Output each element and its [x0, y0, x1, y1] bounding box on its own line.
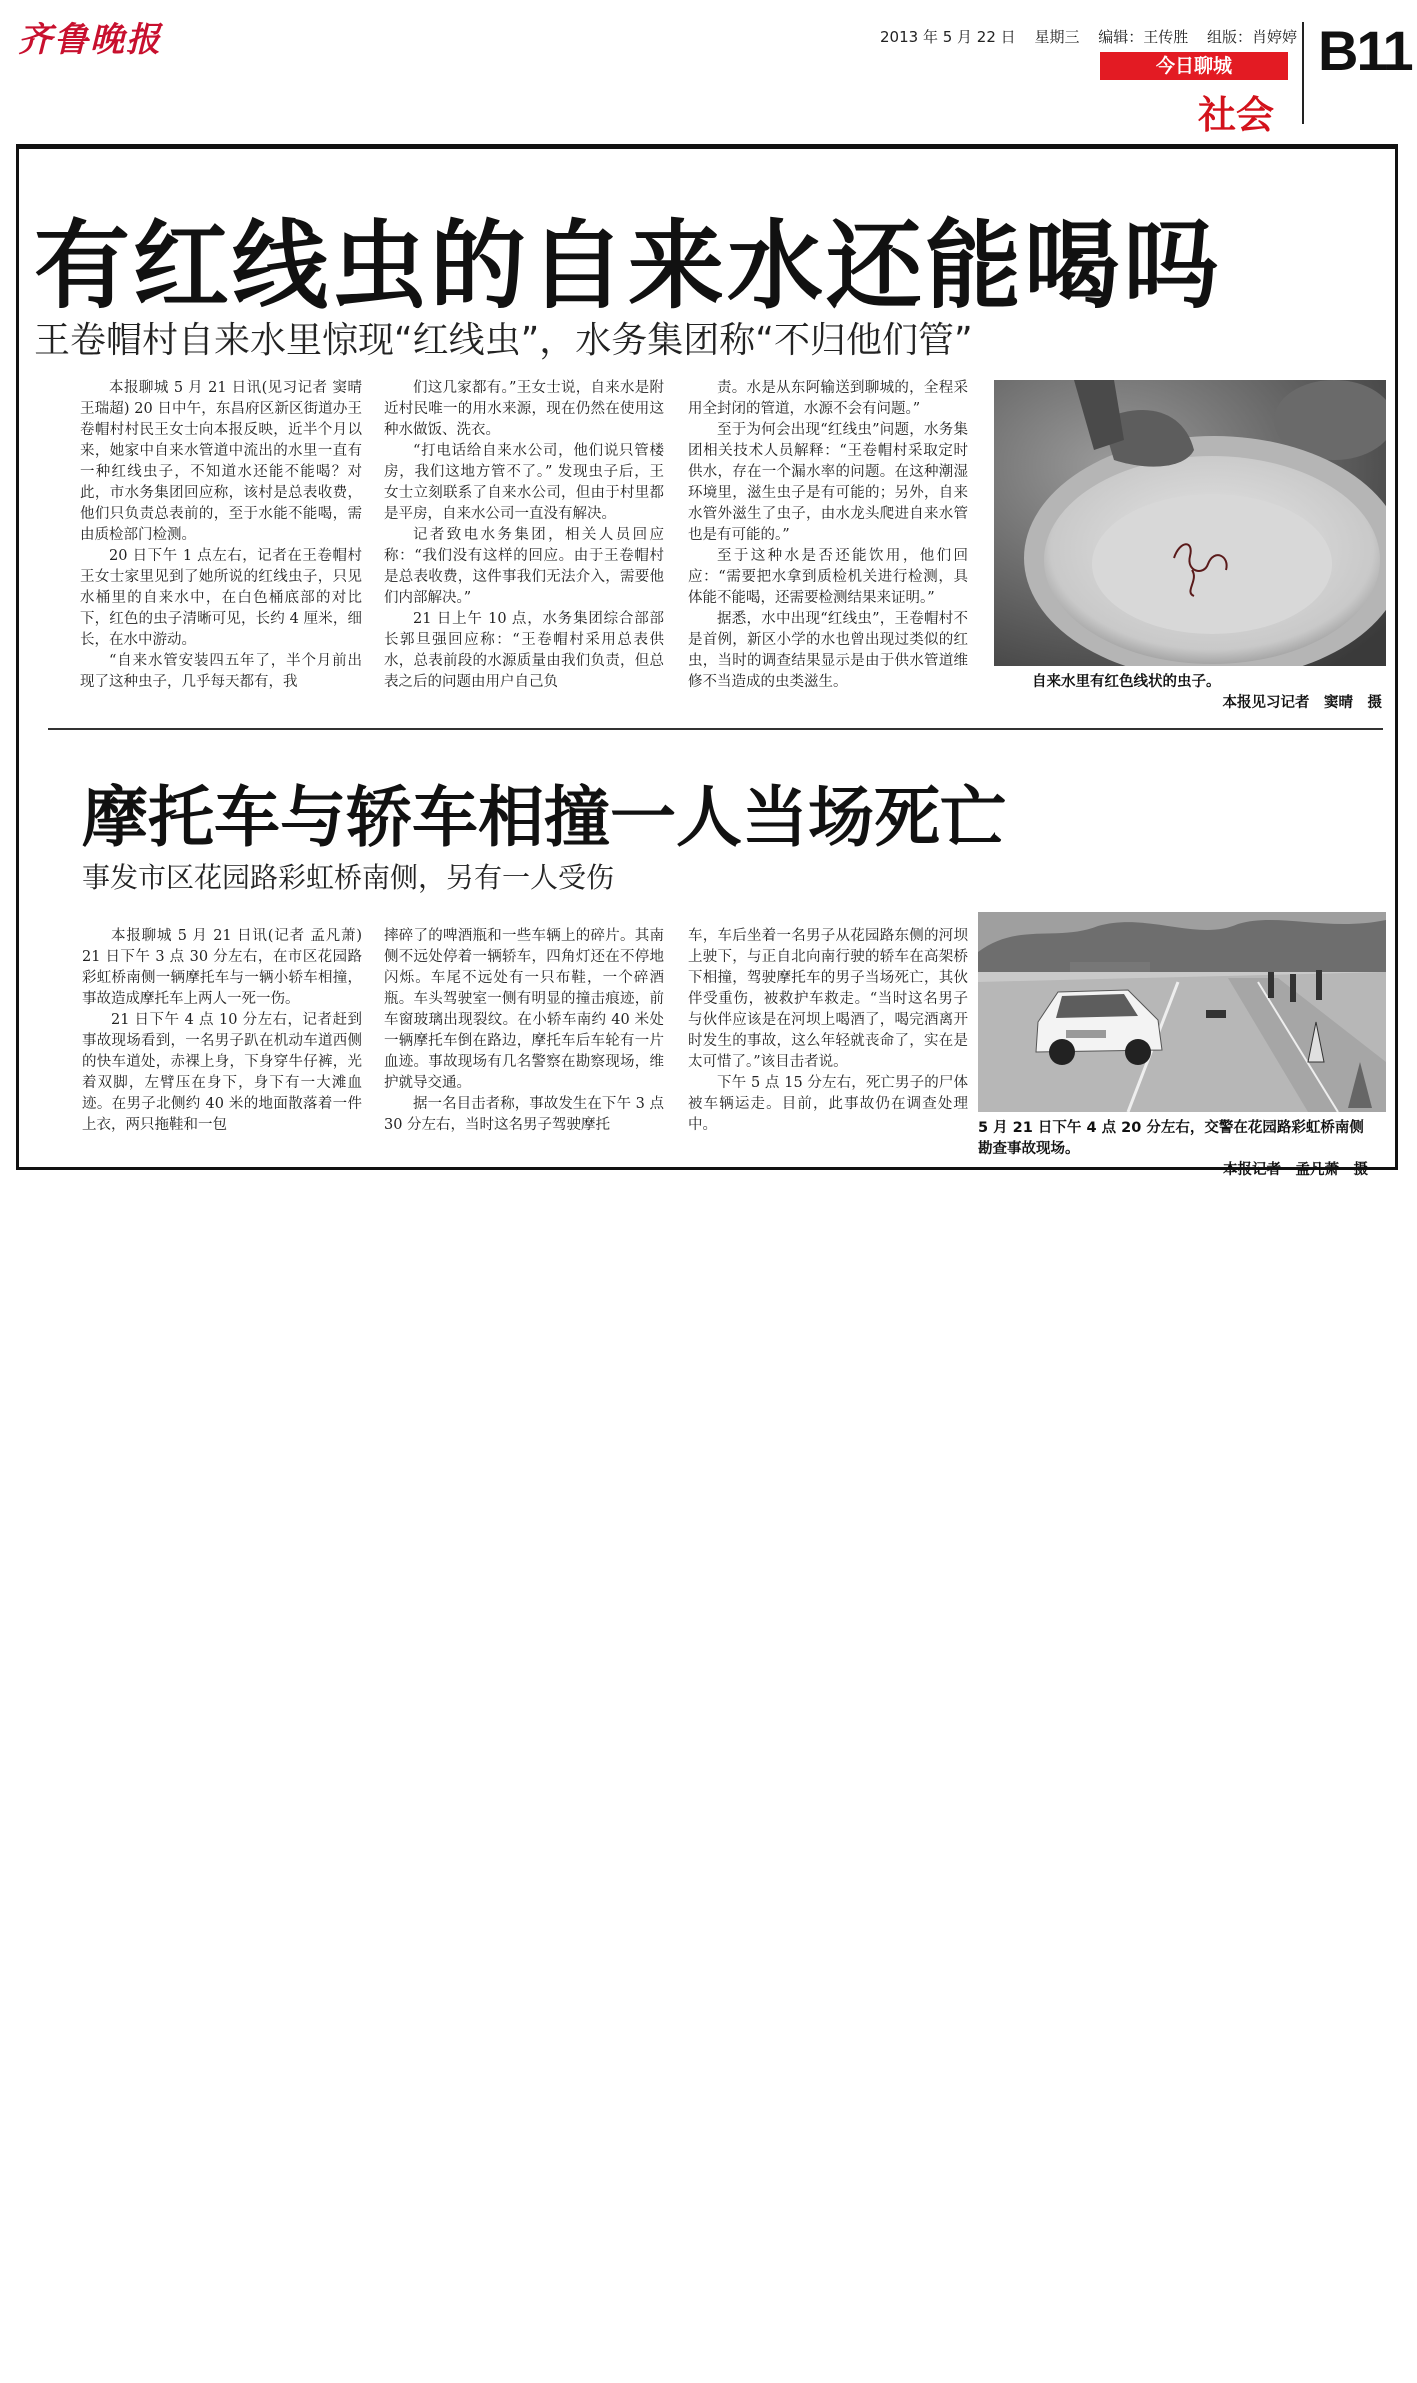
paragraph: “打电话给自来水公司，他们说只管楼房，我们这地方管不了。” 发现虫子后，王女士立刻联系了自来水公司，但由于村里都是平房，自来水公司一直没有解决。 — [384, 443, 664, 522]
paragraph: 至于为何会出现“红线虫”问题，水务集团相关技术人员解释：“王卷帽村采取定时供水，存在一个漏水率的问题。在这种潮湿环境里，滋生虫子是有可能的；另外，自来水管外滋生了虫子，由水龙头爬进自来水管也是有可能的。” — [688, 422, 968, 543]
caption-text: 自来水里有红色线状的虫子。 — [1032, 674, 1221, 690]
paragraph: 本报聊城 5 月 21 日讯(记者 孟凡萧) 21 日下午 3 点 30 分左右，在市区花园路彩虹桥南侧一辆摩托车与一辆小轿车相撞，事故造成摩托车上两人一死一伤。 — [82, 928, 362, 1007]
section-pill: 今日聊城 — [1100, 52, 1288, 80]
article1-column-3 — [688, 378, 968, 716]
photo-credit: 本报见习记者 窦晴 摄 — [1222, 695, 1382, 711]
paragraph: “自来水管安装四五年了，半个月前出现了这种虫子，几乎每天都有，我 — [80, 653, 362, 690]
accident-scene-photo-art — [978, 912, 1386, 1112]
caption-text: 5 月 21 日下午 4 点 20 分左右，交警在花园路彩虹桥南侧勘查事故现场。 — [978, 1120, 1364, 1157]
header-divider — [1302, 22, 1304, 124]
article-divider — [48, 728, 1383, 730]
layout-credit: 组版：肖婷婷 — [1207, 28, 1298, 46]
article2-subhead: 事发市区花园路彩虹桥南侧，另有一人受伤 — [82, 861, 615, 894]
section-name: 社会 — [1198, 93, 1275, 137]
editor-credit: 编辑：王传胜 — [1098, 28, 1189, 46]
paragraph: 本报聊城 5 月 21 日讯(见习记者 窦晴 王瑞超) 20 日中午，东昌府区新区街道办王卷帽村村民王女士向本报反映，近半个月以来，她家中自来水管道中流出的水里一直有一种红线虫子，不知道水还能不能喝？对此，市水务集团回应称，该村是总表收费，他们只负责总表前的，至于水能不能喝，需由质检部门检测。 — [80, 380, 362, 543]
article1-headline: 有红线虫的自来水还能喝吗 — [34, 210, 1222, 322]
page-number: B11 — [1318, 19, 1412, 82]
article2-column-2 — [384, 926, 664, 1158]
article1-column-1 — [80, 378, 362, 716]
paragraph: 车，车后坐着一名男子从花园路东侧的河坝上驶下，与正自北向南行驶的轿车在高架桥下相撞，驾驶摩托车的男子当场死亡，其伙伴受重伤，被救护车救走。“当时这名男子与伙伴应该是在河坝上喝酒了，喝完酒离开时发生的事故，这么年轻就丧命了，实在是太可惜了。”该目击者说。 — [688, 928, 968, 1070]
paragraph: 下午 5 点 15 分左右，死亡男子的尸体被车辆运走。目前，此事故仍在调查处理中。 — [688, 1075, 968, 1133]
accident-scene-photo — [978, 912, 1386, 1112]
photo-credit: 本报记者 孟凡萧 摄 — [1223, 1162, 1368, 1178]
article2-column-1 — [82, 926, 362, 1158]
article1-photo-caption — [1032, 672, 1392, 714]
article1-subhead: 王卷帽村自来水里惊现“红线虫”，水务集团称“不归他们管” — [34, 320, 973, 361]
paragraph: 至于这种水是否还能饮用，他们回应：“需要把水拿到质检机关进行检测，具体能不能喝，还需要检测结果来证明。” — [688, 548, 968, 606]
paragraph: 据悉，水中出现“红线虫”，王卷帽村不是首例，新区小学的水也曾出现过类似的红虫，当时的调查结果显示是由于供水管道维修不当造成的虫类滋生。 — [688, 611, 968, 690]
paragraph: 记者致电水务集团，相关人员回应称：“我们没有这样的回应。由于王卷帽村是总表收费，这件事我们无法介入，需要他们内部解决。” — [384, 527, 664, 606]
paragraph: 责。水是从东阿输送到聊城的，全程采用全封闭的管道，水源不会有问题。” — [688, 380, 968, 417]
article2-headline: 摩托车与轿车相撞一人当场死亡 — [82, 779, 1006, 856]
newspaper-logo: 齐鲁晚报 — [18, 20, 162, 60]
worm-bowl-photo — [994, 380, 1386, 666]
paragraph: 20 日下午 1 点左右，记者在王卷帽村王女士家里见到了她所说的红线虫子，只见水桶里的自来水中，在白色桶底部的对比下，红色的虫子清晰可见，长约 4 厘米，细长，在水中游动。 — [80, 548, 362, 648]
article2-column-3 — [688, 926, 968, 1158]
paragraph: 摔碎了的啤酒瓶和一些车辆上的碎片。其南侧不远处停着一辆轿车，四角灯还在不停地闪烁。车尾不远处有一只布鞋，一个碎酒瓶。车头驾驶室一侧有明显的撞击痕迹，前车窗玻璃出现裂纹。在小轿车南约 40 米处一辆摩托车倒在路边，摩托车后车轮有一片血迹。事故现场有几名警察在勘察现场，维护就导交通。 — [384, 928, 664, 1091]
article1-column-2 — [384, 378, 664, 716]
article2-photo-caption — [978, 1118, 1378, 1181]
issue-meta — [880, 26, 1311, 47]
paragraph: 们这几家都有。”王女士说，自来水是附近村民唯一的用水来源，现在仍然在使用这种水做饭、洗衣。 — [384, 380, 664, 438]
paragraph: 21 日上午 10 点，水务集团综合部部长郭旦强回应称：“王卷帽村采用总表供水，总表前段的水源质量由我们负责，但总表之后的问题由用户自己负 — [384, 611, 664, 690]
worm-bowl-photo-art — [994, 380, 1386, 666]
issue-weekday: 星期三 — [1034, 28, 1080, 46]
paragraph: 21 日下午 4 点 10 分左右，记者赶到事故现场看到，一名男子趴在机动车道西侧的快车道处，赤裸上身，下身穿牛仔裤，光着双脚，左臂压在身下，身下有一大滩血迹。在男子北侧约 40 米的地面散落着一件上衣，两只拖鞋和一包 — [82, 1012, 362, 1133]
issue-date: 2013 年 5 月 22 日 — [880, 28, 1016, 46]
paragraph: 据一名目击者称，事故发生在下午 3 点 30 分左右，当时这名男子驾驶摩托 — [384, 1096, 664, 1133]
